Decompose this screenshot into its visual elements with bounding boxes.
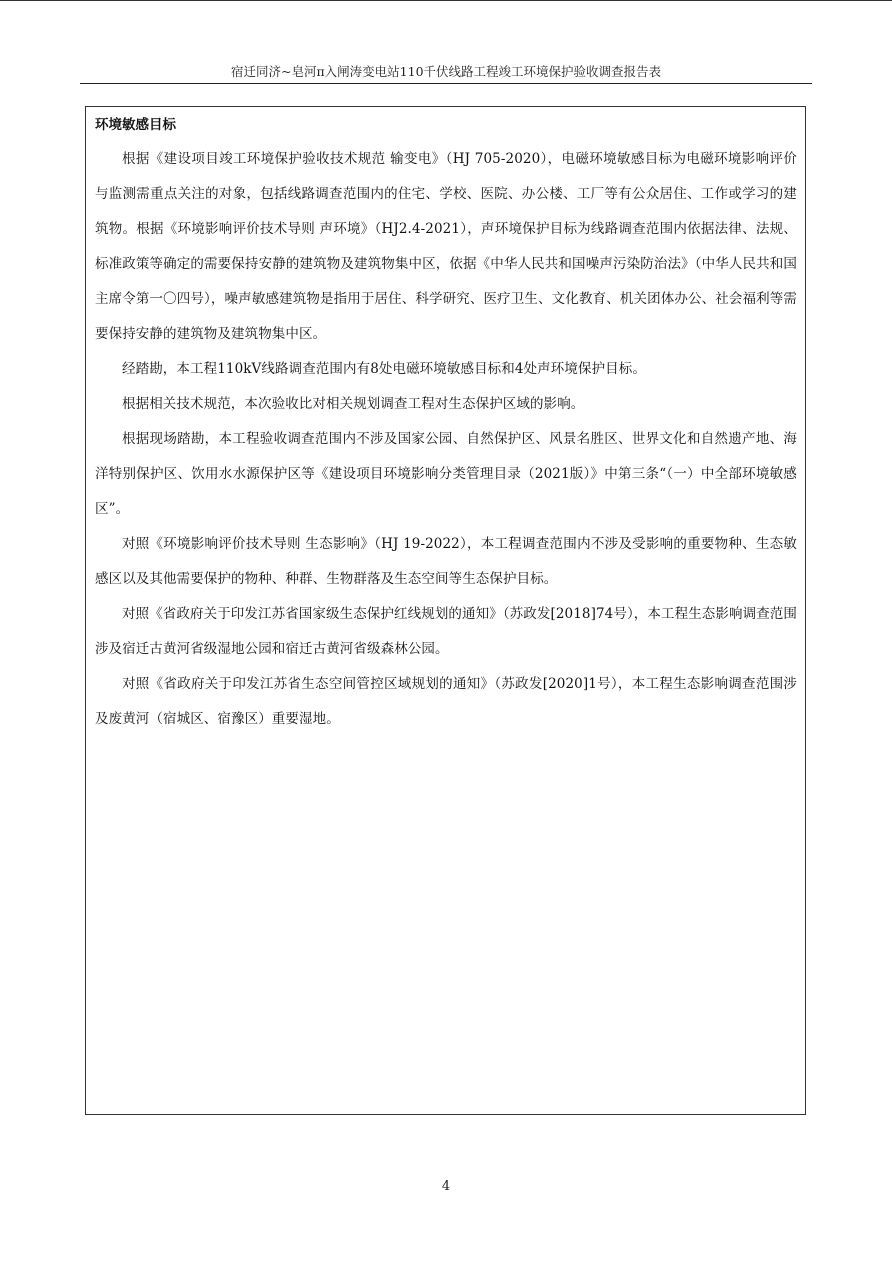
page-top-border [0,0,892,1]
paragraph-ecological-comparison: 根据相关技术规范，本次验收比对相关规划调查工程对生态保护区域的影响。 [122,396,585,412]
running-header: 宿迁同济~皂河π入闸涛变电站110千伏线路工程竣工环境保护验收调查报告表 [230,64,662,79]
paragraph-sensitive-target-definition: 根据《建设项目竣工环境保护验收技术规范 输变电》（HJ 705-2020），电磁环境敏感目标为电磁环境影响评价与监测需重点关注的对象，包括线路调查范围内的住宅、学校、医院、办公楼、工厂等有公众居住、工作或学习的建筑物。根据《环境影响评价技术导则 声环境》（HJ2.4-2021），声环境保护目标为线路调查范围内依据法律、法规、标准政策等确定的需要保持安静的建筑物及建筑物集中区，依据《中华人民共和国噪声污染防治法》（中华人民共和国主席令第一〇四号），噪声敏感建筑物是指用于居住、科学研究、医疗卫生、文化教育、机关团体办公、社会福利等需要保持安静的建筑物及建筑物集中区。 [95,151,797,342]
paragraph-spatial-control-plan: 对照《省政府关于印发江苏省生态空间管控区域规划的通知》（苏政发[2020]1号），本工程生态影响调查范围涉及废黄河（宿城区、宿豫区）重要湿地。 [95,676,797,727]
paragraph-ecological-guideline: 对照《环境影响评价技术导则 生态影响》（HJ 19-2022），本工程调查范围内不涉及受影响的重要物种、生态敏感区以及其他需要保护的物种、种群、生物群落及生态空间等生态保护目标。 [95,536,797,587]
paragraph-red-line-plan: 对照《省政府关于印发江苏省国家级生态保护红线规划的通知》（苏政发[2018]74号），本工程生态影响调查范围涉及宿迁古黄河省级湿地公园和宿迁古黄河省级森林公园。 [95,606,797,657]
paragraph-site-survey: 根据现场踏勘，本工程验收调查范围内不涉及国家公园、自然保护区、风景名胜区、世界文化和自然遗产地、海洋特别保护区、饮用水水源保护区等《建设项目环境影响分类管理目录（2021版）》中第三条“（一）中全部环境敏感区”。 [95,431,797,517]
page-number: 4 [441,1179,451,1194]
content-box [85,106,806,1115]
header-rule [80,83,812,84]
section-title: 环境敏感目标 [95,117,176,133]
paragraph-survey-result: 经踏勘，本工程110kV线路调查范围内有8处电磁环境敏感目标和4处声环境保护目标。 [122,361,646,377]
